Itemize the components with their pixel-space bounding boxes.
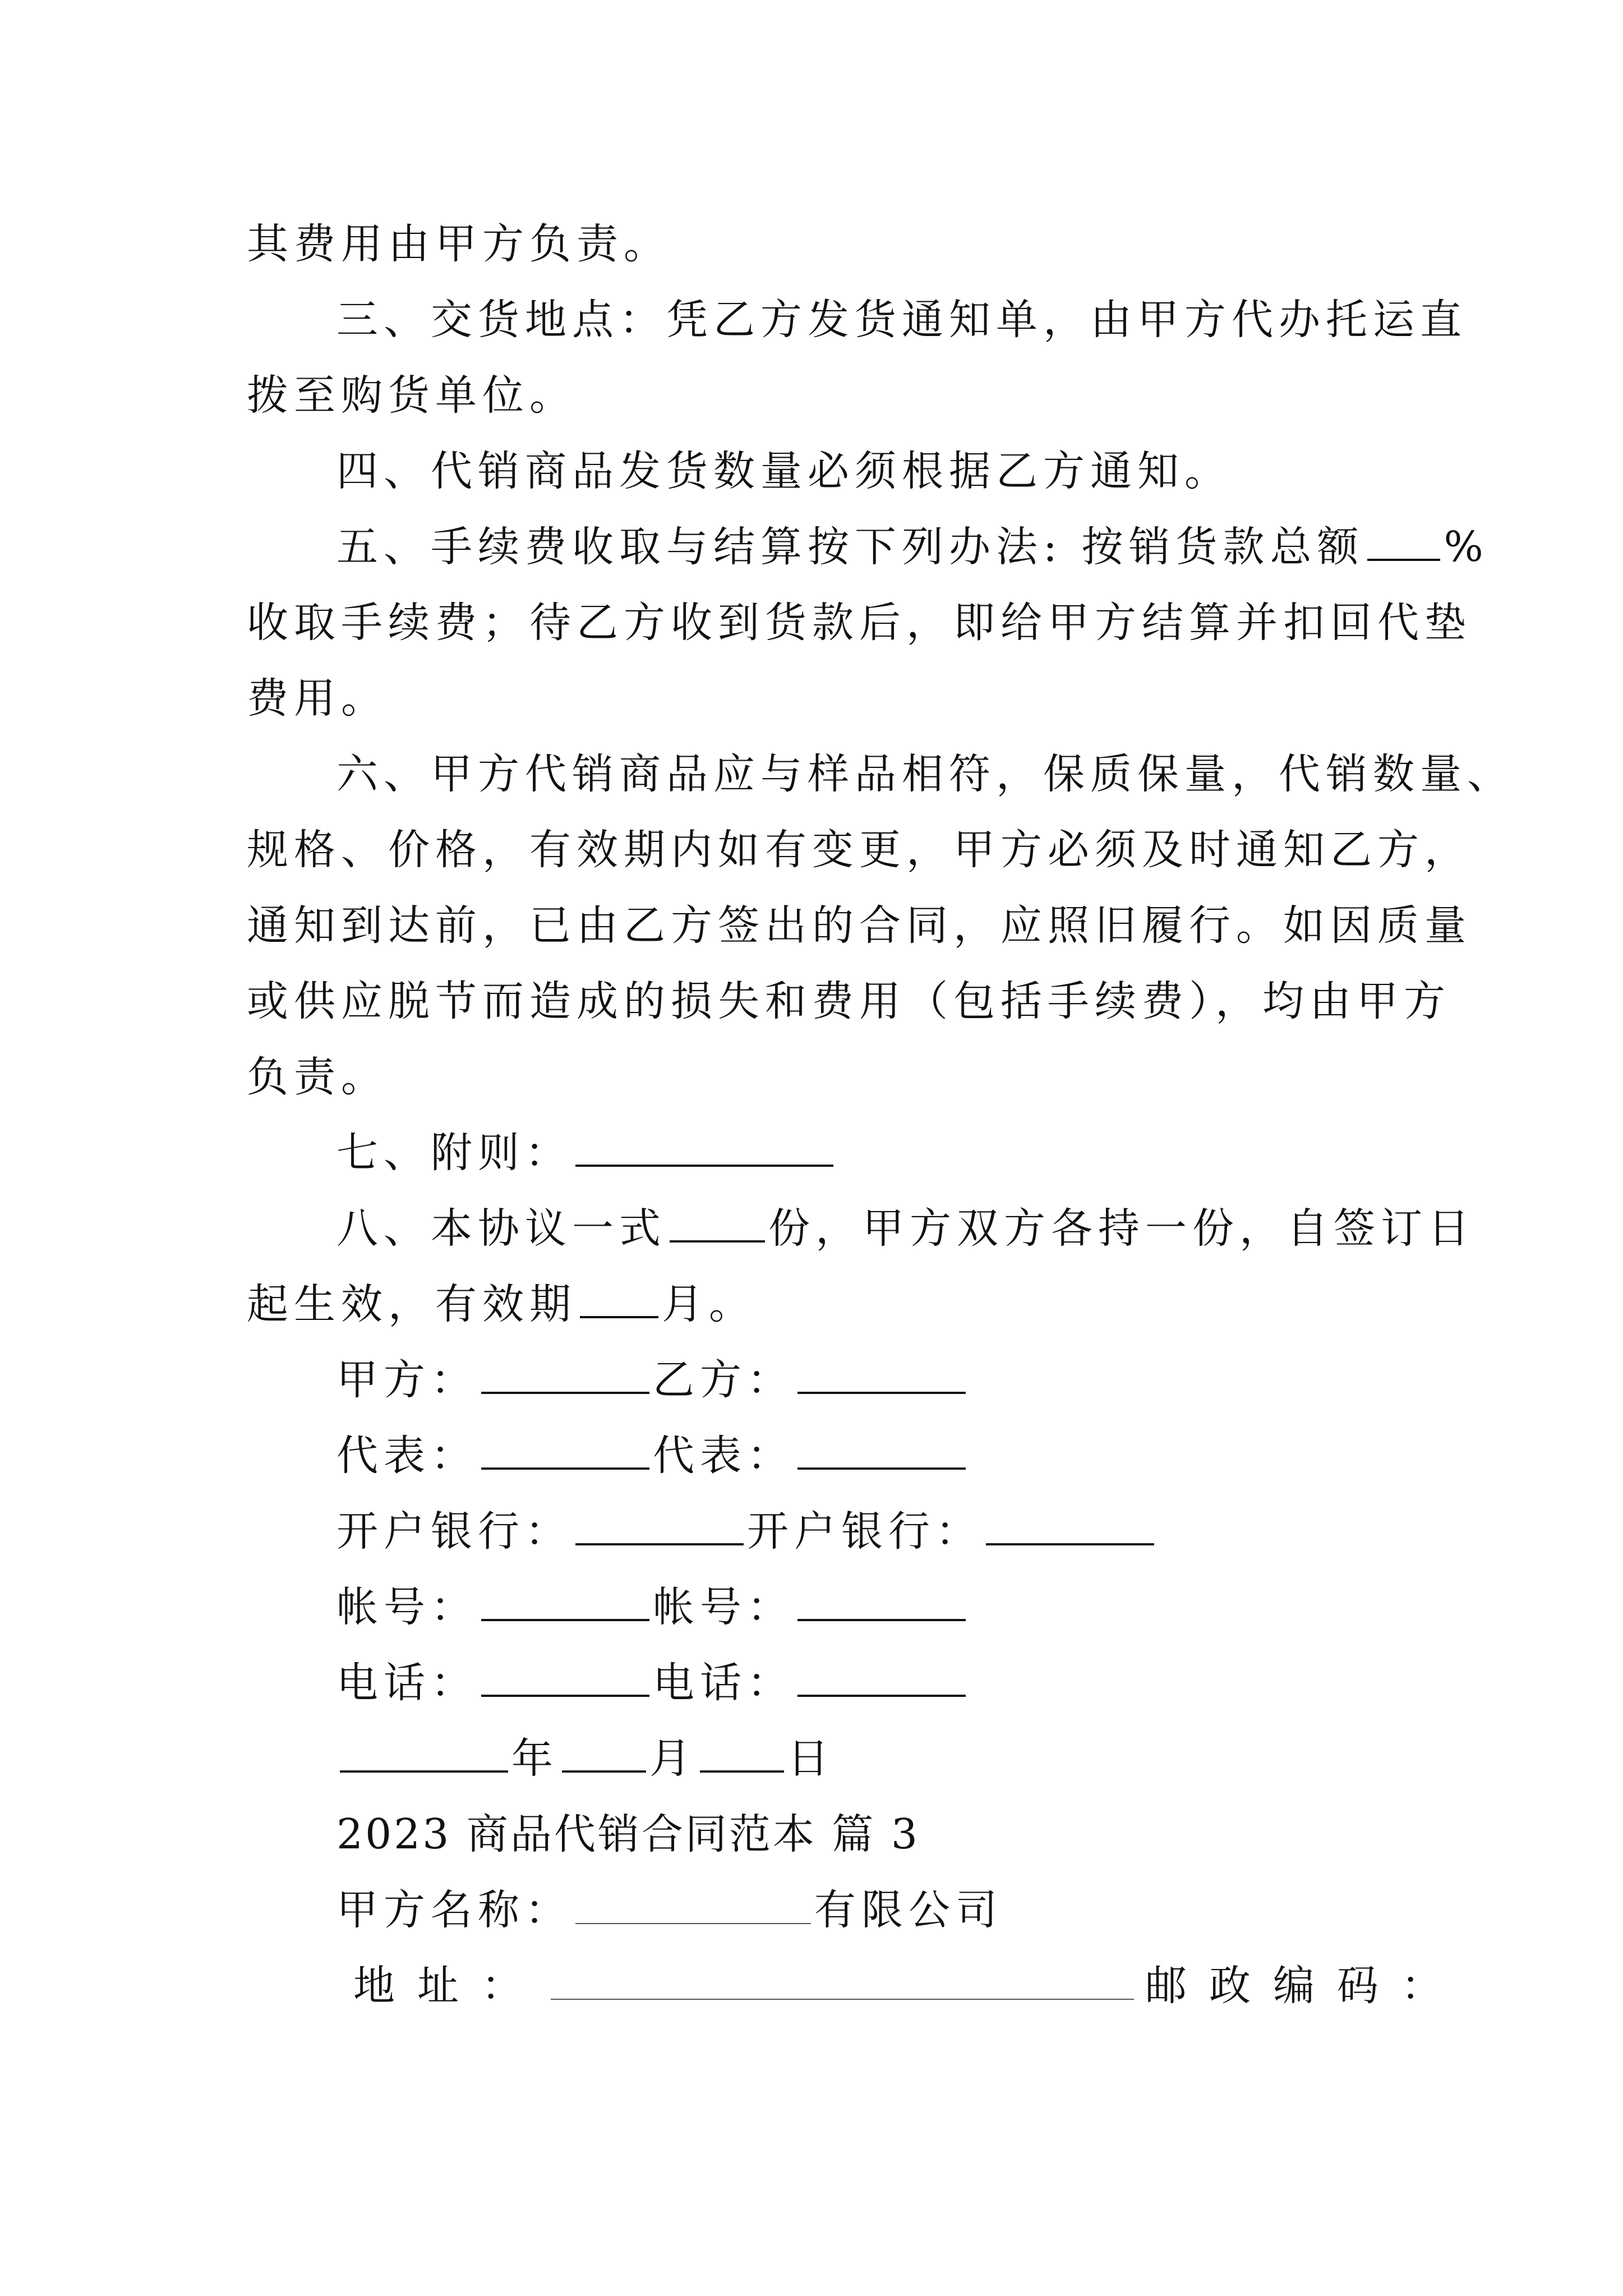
- clause-6-line: 通知到达前，已由乙方签出的合同，应照旧履行。如因质量: [247, 901, 1472, 950]
- clause-7-label: 七、附则：: [336, 1129, 572, 1177]
- percent-sign: %: [1444, 523, 1489, 571]
- year-label: 年: [511, 1734, 559, 1783]
- clause-8-text: 月。: [662, 1280, 756, 1328]
- clause-6-line: 六、甲方代销商品应与样品相符，保质保量，代销数量、: [336, 750, 1514, 798]
- blank-field: [575, 1125, 833, 1167]
- clause-3-line: 拨至购货单位。: [247, 371, 577, 420]
- clause-8-line: [336, 1200, 1475, 1257]
- rep-a-label: 代表：: [336, 1432, 478, 1480]
- signature-bank-line: [336, 1503, 1158, 1559]
- clause-5-line: 收取手续费；待乙方收到货款后，即给甲方结算并扣回代垫: [247, 599, 1472, 647]
- clause-8-text: 起生效，有效期: [247, 1280, 577, 1328]
- blank-field: [551, 1959, 1134, 2000]
- signature-party-line: [336, 1352, 969, 1408]
- phone-b-label: 电话：: [653, 1659, 794, 1707]
- party-a-label: 甲方：: [336, 1356, 478, 1404]
- signature-phone-line: [336, 1655, 969, 1711]
- party-b-label: 乙方：: [653, 1356, 794, 1404]
- blank-field: [580, 1277, 658, 1318]
- clause-6-line: 或供应脱节而造成的损失和费用（包括手续费），均由甲方: [247, 977, 1451, 1025]
- bank-b-label: 开户银行：: [747, 1507, 983, 1556]
- postcode-label: 邮政编码：: [1145, 1962, 1465, 2010]
- clause-8-text: 份，甲方双方各持一份，自签订日: [768, 1204, 1475, 1253]
- phone-a-label: 电话：: [336, 1659, 478, 1707]
- month-label: 月: [649, 1734, 697, 1783]
- company-name-label: 甲方名称：: [336, 1886, 572, 1934]
- paragraph-line: 其费用由甲方负责。: [247, 220, 671, 268]
- signature-account-line: [336, 1579, 969, 1635]
- address-line: [353, 1958, 1465, 2014]
- blank-field: [481, 1352, 649, 1394]
- clause-8-line: [247, 1276, 756, 1332]
- signature-rep-line: [336, 1428, 969, 1484]
- clause-6-line: 规格、价格，有效期内如有变更，甲方必须及时通知乙方，: [247, 826, 1472, 874]
- blank-field: [797, 1428, 966, 1470]
- clause-5-line: 费用。: [247, 674, 388, 723]
- company-suffix: 有限公司: [814, 1886, 1003, 1934]
- blank-field: [986, 1504, 1154, 1545]
- clause-8-text: 八、本协议一式: [336, 1204, 666, 1253]
- section-heading: 2023 商品代销合同范本 篇 3: [336, 1810, 920, 1858]
- signature-date-line: [336, 1731, 834, 1787]
- day-label: 日: [787, 1734, 834, 1783]
- blank-field: [797, 1580, 966, 1621]
- blank-field: [1367, 519, 1440, 561]
- clause-6-line: 负责。: [247, 1053, 388, 1101]
- blank-field: [340, 1731, 508, 1773]
- blank-field: [797, 1655, 966, 1697]
- clause-5-text: 五、手续费收取与结算按下列办法: 按销货款总额: [336, 523, 1364, 571]
- account-a-label: 帐号：: [336, 1583, 478, 1631]
- clause-4-line: 四、代销商品发货数量必须根据乙方通知。: [336, 447, 1232, 495]
- blank-field: [481, 1655, 649, 1697]
- blank-field: [670, 1201, 765, 1243]
- blank-field: [797, 1352, 966, 1394]
- blank-field: [700, 1731, 784, 1773]
- clause-7-line: [336, 1125, 837, 1181]
- blank-field: [575, 1884, 811, 1924]
- blank-field: [575, 1504, 744, 1545]
- bank-a-label: 开户银行：: [336, 1507, 572, 1556]
- rep-b-label: 代表：: [653, 1432, 794, 1480]
- clause-5-line: [336, 519, 1489, 575]
- blank-field: [481, 1580, 649, 1621]
- clause-3-line: 三、交货地点：凭乙方发货通知单，由甲方代办托运直: [336, 296, 1467, 344]
- account-b-label: 帐号：: [653, 1583, 794, 1631]
- company-name-line: [336, 1882, 1003, 1938]
- blank-field: [562, 1731, 646, 1773]
- address-label: 地址：: [353, 1962, 545, 2010]
- blank-field: [481, 1428, 649, 1470]
